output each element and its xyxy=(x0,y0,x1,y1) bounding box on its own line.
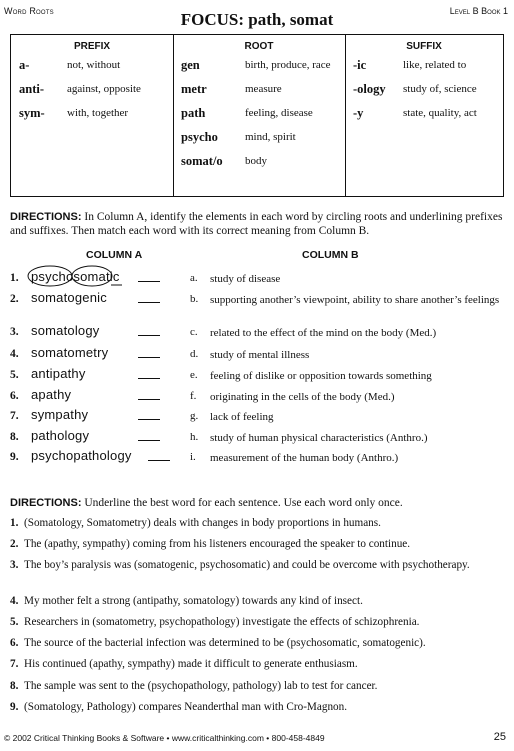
matching-word: antipathy xyxy=(31,366,86,381)
prefix-header: PREFIX xyxy=(73,41,111,52)
meaning-text: study of human physical characteristics (Anthro.) xyxy=(210,432,428,444)
matching-word: apathy xyxy=(31,387,72,402)
meaning-letter: a. xyxy=(190,272,198,284)
sentence-text[interactable]: My mother felt a strong (antipathy, somatology) towards any kind of insect. xyxy=(24,595,363,607)
sentence-text[interactable]: (Somatology, Somatometry) deals with changes in body proportions in humans. xyxy=(24,517,381,529)
suffix-meaning: like, related to xyxy=(403,59,467,71)
meaning-letter: e. xyxy=(190,369,198,381)
meaning-letter: c. xyxy=(190,326,198,338)
meaning-text: related to the effect of the mind on the body (Med.) xyxy=(210,327,437,339)
prefix-meaning: against, opposite xyxy=(67,83,141,95)
sentence-text[interactable]: Researchers in (somatometry, psychopathology) investigate the effects of schizophrenia. xyxy=(24,616,420,628)
sentence-text[interactable]: The boy’s paralysis was (somatogenic, psychosomatic) and could be overcome with psychotherapy. xyxy=(24,559,470,571)
matching-number: 5. xyxy=(10,369,19,381)
matching-word: psychosomatic xyxy=(31,269,120,284)
suffix-term: -y xyxy=(353,106,364,120)
root-header: ROOT xyxy=(244,41,274,52)
column-a-header: COLUMN A xyxy=(86,249,143,261)
meaning-text: supporting another’s viewpoint, ability to share another’s feelings xyxy=(210,294,500,306)
copyright-footer: © 2002 Critical Thinking Books & Software • www.criticalthinking.com • 800-458-4849 xyxy=(4,733,325,743)
sentence-number: 7. xyxy=(10,658,19,670)
sentence-text[interactable]: The source of the bacterial infection was determined to be (psychosomatic, somatogenic). xyxy=(24,637,426,649)
matching-word: somatometry xyxy=(31,345,109,360)
meaning-letter: b. xyxy=(190,293,199,305)
root-meaning: measure xyxy=(245,83,282,95)
meaning-text: study of disease xyxy=(210,273,281,285)
matching-number: 2. xyxy=(10,293,19,305)
matching-word: psychopathology xyxy=(31,448,132,463)
meaning-letter: i. xyxy=(190,451,196,463)
matching-word: sympathy xyxy=(31,407,89,422)
prefix-term: a- xyxy=(19,58,30,72)
prefix-term: sym- xyxy=(19,106,45,120)
matching-number: 8. xyxy=(10,431,19,443)
directions-underline xyxy=(10,496,504,510)
sentence-number: 6. xyxy=(10,637,19,649)
matching-number: 1. xyxy=(10,272,19,284)
circled-root-psycho xyxy=(28,266,72,286)
meaning-text: study of mental illness xyxy=(210,349,310,361)
header-section-label: Word Roots xyxy=(4,6,54,16)
page-number: 25 xyxy=(493,731,506,743)
suffix-meaning: study of, science xyxy=(403,83,477,95)
matching-number: 7. xyxy=(10,410,19,422)
sentence-text[interactable]: His continued (apathy, sympathy) made it difficult to generate enthusiasm. xyxy=(24,658,358,670)
suffix-term: -ology xyxy=(353,82,386,96)
directions-text: Underline the best word for each sentence. Use each word only once. xyxy=(81,497,403,509)
matching-number: 9. xyxy=(10,451,19,463)
suffix-header: SUFFIX xyxy=(406,41,442,52)
directions-label: DIRECTIONS: xyxy=(10,211,82,223)
root-term: psycho xyxy=(181,130,218,144)
directions-text: In Column A, identify the elements in each word by circling roots and underlining prefixes and suffixes. Then match each word with its correct meaning from Column B. xyxy=(10,211,503,237)
root-meaning: mind, spirit xyxy=(245,131,296,143)
sentence-number: 1. xyxy=(10,517,19,529)
sentence-text[interactable]: The sample was sent to the (psychopathology, pathology) lab to test for cancer. xyxy=(24,680,378,692)
meaning-text: lack of feeling xyxy=(210,411,274,423)
root-term: metr xyxy=(181,82,207,96)
sentence-text[interactable]: The (apathy, sympathy) coming from his listeners encouraged the speaker to continue. xyxy=(24,538,411,550)
directions-label: DIRECTIONS: xyxy=(10,497,82,509)
root-meaning: feeling, disease xyxy=(245,107,313,119)
circled-root-somat xyxy=(72,266,112,286)
root-term: somat/o xyxy=(181,154,223,168)
matching-word: somatogenic xyxy=(31,290,107,305)
sentence-number: 8. xyxy=(10,680,19,692)
sentence-number: 9. xyxy=(10,701,19,713)
sentence-number: 4. xyxy=(10,595,19,607)
sentence-number: 2. xyxy=(10,538,19,550)
column-b-header: COLUMN B xyxy=(302,249,359,261)
meaning-letter: h. xyxy=(190,431,199,443)
meaning-text: feeling of dislike or opposition towards something xyxy=(210,370,432,382)
sentence-number: 5. xyxy=(10,616,19,628)
matching-word: somatology xyxy=(31,323,100,338)
prefix-term: anti- xyxy=(19,82,44,96)
meaning-letter: g. xyxy=(190,410,199,422)
sentence-text[interactable]: (Somatology, Pathology) compares Neanderthal man with Cro-Magnon. xyxy=(24,701,348,713)
root-term: path xyxy=(181,106,206,120)
suffix-meaning: state, quality, act xyxy=(403,107,477,119)
header-level-label: Level B Book 1 xyxy=(449,6,508,16)
meaning-text: originating in the cells of the body (Med.) xyxy=(210,391,395,403)
matching-number: 6. xyxy=(10,390,19,402)
meaning-text: measurement of the human body (Anthro.) xyxy=(210,452,399,464)
matching-word: pathology xyxy=(31,428,90,443)
suffix-term: -ic xyxy=(353,58,367,72)
matching-number: 3. xyxy=(10,326,19,338)
root-term: gen xyxy=(181,58,200,72)
page-title: FOCUS: path, somat xyxy=(180,10,334,29)
root-meaning: body xyxy=(245,155,267,167)
root-meaning: birth, produce, race xyxy=(245,59,331,71)
prefix-meaning: not, without xyxy=(67,59,121,71)
sentence-number: 3. xyxy=(10,559,19,571)
prefix-meaning: with, together xyxy=(67,107,129,119)
meaning-letter: d. xyxy=(190,348,199,360)
matching-number: 4. xyxy=(10,348,19,360)
meaning-letter: f. xyxy=(190,390,197,402)
